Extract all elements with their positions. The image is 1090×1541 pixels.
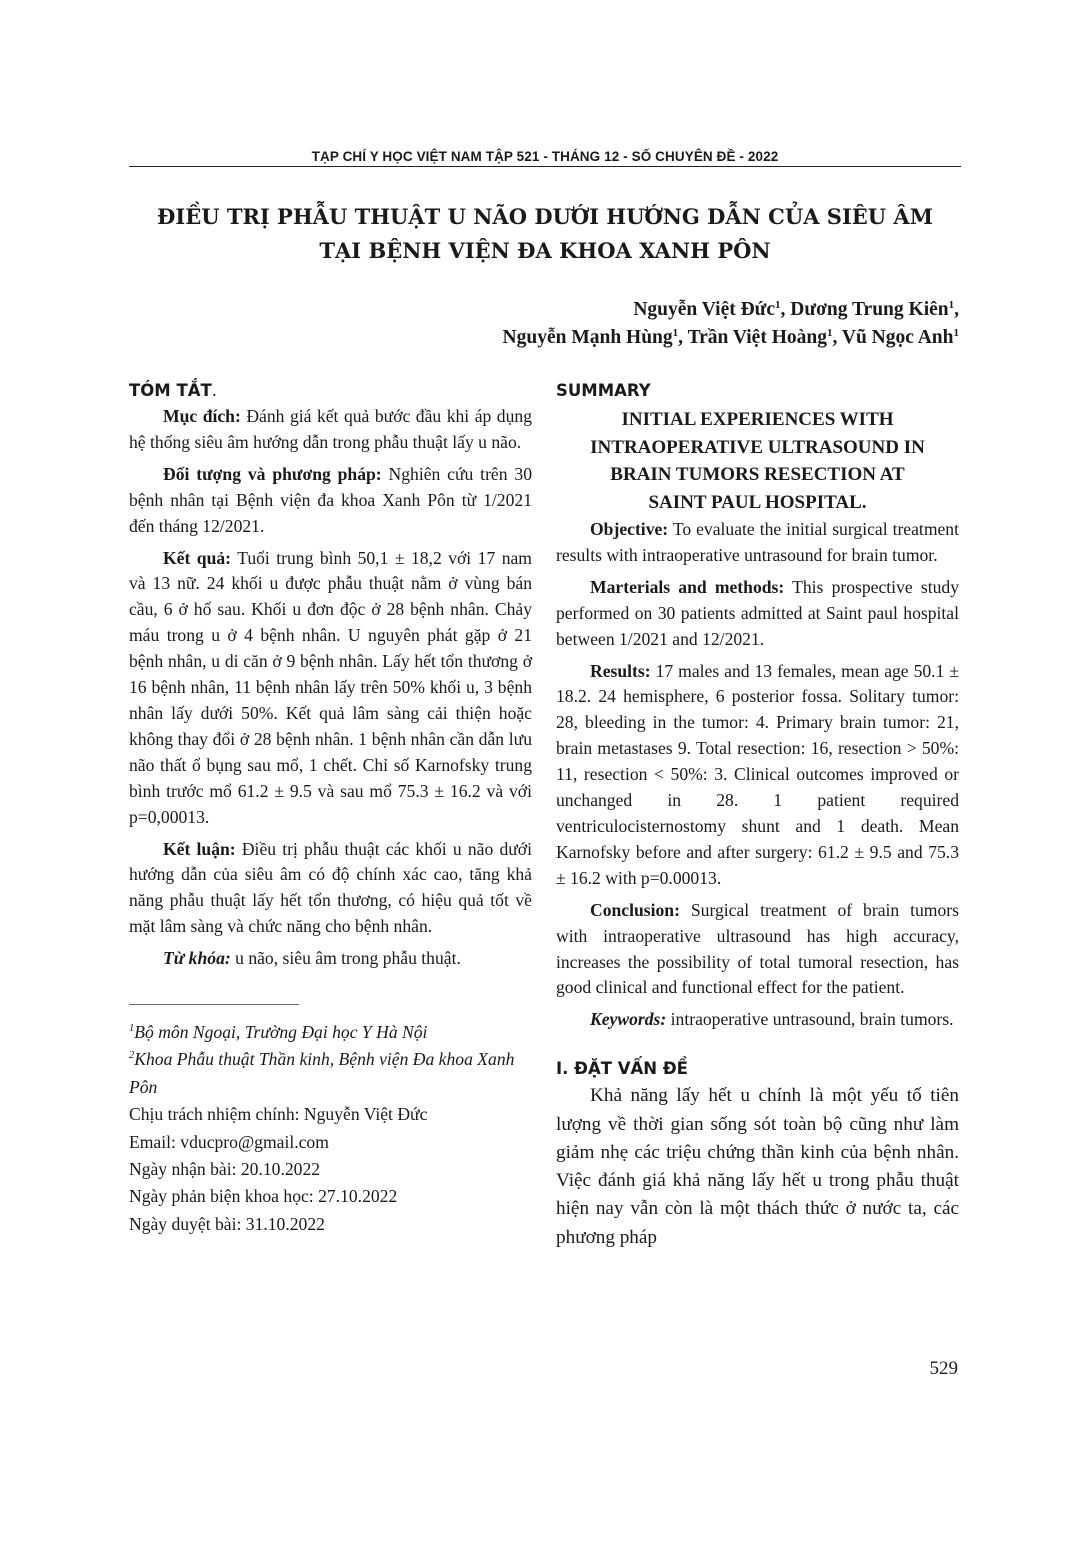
author-list	[503, 296, 959, 352]
author-name: Dương Trung Kiên	[790, 299, 949, 320]
english-title-line: INTRAOPERATIVE ULTRASOUND IN	[590, 436, 925, 458]
footnote-affiliation-1	[129, 1019, 532, 1046]
abstract-results	[129, 546, 532, 831]
abstract-objective	[129, 404, 532, 456]
english-title-line: INITIAL EXPERIENCES WITH	[621, 409, 894, 430]
footnote-text: Khoa Phẫu thuật Thần kinh, Bệnh viện Đa khoa Xanh Pôn	[129, 1049, 515, 1097]
abstract-heading-dot: .	[211, 381, 217, 400]
footnote-email: Email: vducpro@gmail.com	[129, 1131, 329, 1152]
summary-keywords	[556, 1007, 959, 1033]
paragraph-text: Điều trị phẫu thuật các khối u não dưới hướng dẫn của siêu âm có độ chính xác cao, tăng khả năng phẫu thuật lấy hết tổn thương, có hiệu quả tốt về mặt lâm sàng và chức năng cho bệnh nhân.	[129, 838, 532, 937]
author-separator: ,	[954, 299, 959, 320]
summary-conclusion	[556, 898, 959, 1002]
abstract-heading	[129, 378, 532, 404]
footnote-received-date: Ngày nhận bài: 20.10.2022	[129, 1159, 321, 1180]
author-separator: ,	[678, 327, 688, 348]
summary-objective	[556, 517, 959, 569]
author-separator: ,	[832, 327, 842, 348]
author-name: Nguyễn Việt Đức	[633, 299, 776, 320]
footnote-review-date: Ngày phản biện khoa học: 27.10.2022	[129, 1186, 398, 1207]
abstract-conclusion	[129, 837, 532, 941]
summary-methods	[556, 575, 959, 653]
paragraph-label: Conclusion:	[590, 899, 680, 920]
abstract-heading-text: TÓM TẮT	[129, 381, 212, 400]
summary-results	[556, 659, 959, 892]
english-title-line: BRAIN TUMORS RESECTION AT	[610, 464, 905, 485]
author-affiliation-mark: 1	[953, 327, 959, 339]
paragraph-label: Kết luận:	[163, 838, 236, 859]
page-number: 529	[929, 1358, 958, 1379]
paragraph-label: Results:	[590, 660, 651, 681]
introduction-heading: I. ĐẶT VẤN ĐỀ	[556, 1059, 688, 1079]
paragraph-label: Objective:	[590, 519, 669, 539]
paragraph-text: u não, siêu âm trong phẫu thuật.	[230, 948, 461, 969]
paragraph-text: Đánh giá kết quả bước đầu khi áp dụng hệ thống siêu âm hướng dẫn trong phẫu thuật lấy u não.	[129, 406, 532, 452]
summary-heading: SUMMARY	[556, 381, 651, 400]
author-affiliation-mark: 1	[826, 327, 833, 339]
paragraph-label: Đối tượng và phương pháp:	[163, 463, 382, 484]
author-line-2	[503, 324, 959, 352]
introduction-paragraph: Khả năng lấy hết u chính là một yếu tố tiên lượng về thời gian sống sót toàn bộ cũng như làm giảm nhẹ các triệu chứng thần kinh của bệnh nhân. Việc đánh giá khả năng lấy hết u trong phẫu thuật hiện nay vẫn còn là một thách thức ở nước ta, các phương pháp	[556, 1085, 959, 1248]
author-name: Trần Việt Hoàng	[687, 327, 827, 348]
title-line-2: TẠI BỆNH VIỆN ĐA KHOA XANH PÔN	[319, 238, 771, 263]
abstract-keywords	[129, 946, 532, 972]
paragraph-label: Keywords:	[590, 1009, 667, 1030]
author-affiliation-mark: 1	[948, 299, 955, 311]
article-title	[129, 200, 961, 268]
footnote-affiliation-2	[129, 1046, 532, 1101]
header-rule	[129, 166, 961, 167]
paragraph-text: 17 males and 13 females, mean age 50.1 ± 18.2. 24 hemisphere, 6 posterior fossa. Solitary tumor: 28, bleeding in the tumor: 4. Primary brain tumor: 21, brain metastases 9. Total resection: 16, resection > 50%: 11, resection < 50%: 3. Clinical outcomes improved or unchanged in 28. 1 patient required ventriculocisternostomy shunt and 1 death. Mean Karnofsky before and after surgery: 61.2 ± 9.5 and 75.3 ± 16.2 with p=0.00013.	[556, 660, 959, 888]
right-column	[556, 378, 959, 1252]
english-title-line: SAINT PAUL HOSPITAL.	[648, 491, 867, 513]
paragraph-text: Nghiên cứu trên 30 bệnh nhân tại Bệnh viện đa khoa Xanh Pôn từ 1/2021 đến tháng 12/2021.	[129, 463, 532, 536]
author-affiliation-mark: 1	[672, 327, 679, 339]
author-name: Vũ Ngọc Anh	[841, 327, 954, 348]
left-column	[129, 378, 532, 1238]
author-separator: ,	[780, 299, 791, 320]
footnote-divider	[129, 1004, 299, 1005]
author-affiliation-mark: 1	[775, 299, 781, 311]
english-title	[556, 406, 959, 516]
paragraph-label: Từ khóa:	[163, 948, 231, 969]
paragraph-label: Marterials and methods:	[590, 576, 785, 597]
abstract-methods	[129, 462, 532, 540]
paragraph-text: intraoperative untrasound, brain tumors.	[666, 1009, 954, 1030]
author-line-1	[503, 296, 959, 324]
paragraph-text: This prospective study performed on 30 patients admitted at Saint paul hospital between 1/2021 and 12/2021.	[556, 576, 959, 649]
paragraph-text: Tuổi trung bình 50,1 ± 18,2 với 17 nam và 13 nữ. 24 khối u được phẫu thuật nằm ở vùng bán cầu, 6 ở hố sau. Khối u đơn độc ở 28 bệnh nhân. Chảy máu trong u ở 4 bệnh nhân. U nguyên phát gặp ở 21 bệnh nhân, u di căn ở 9 bệnh nhân. Lấy hết tổn thương ở 16 bệnh nhân, 11 bệnh nhân lấy trên 50% khối u, 3 bệnh nhân lấy dưới 50%. Kết quả lâm sàng cải thiện hoặc không thay đổi ở 28 bệnh nhân. 1 bệnh nhân cần dẫn lưu não thất ổ bụng sau mổ, 1 chết. Chỉ số Karnofsky trung bình trước mổ 61.2 ± 9.5 và sau mổ 75.3 ± 16.2 và với p=0,00013.	[129, 547, 532, 827]
footnote-mark: 1	[129, 1023, 135, 1035]
paragraph-text: Surgical treatment of brain tumors with intraoperative ultrasound has high accuracy, increases the possibility of total tumoral resection, has good clinical and functional effect for the patient.	[556, 899, 959, 998]
footnote-mark: 2	[129, 1050, 135, 1062]
footnote-text: Bộ môn Ngoại, Trường Đại học Y Hà Nội	[134, 1022, 428, 1043]
running-head: TẠP CHÍ Y HỌC VIỆT NAM TẬP 521 - THÁNG 12 - SỐ CHUYÊN ĐỀ - 2022	[311, 149, 779, 164]
title-line-1: ĐIỀU TRỊ PHẪU THUẬT U NÃO DƯỚI HƯỚNG DẪN CỦA SIÊU ÂM	[157, 204, 933, 229]
footnote-accepted-date: Ngày duyệt bài: 31.10.2022	[129, 1213, 325, 1234]
paragraph-text: To evaluate the initial surgical treatment results with intraoperative untrasound for brain tumor.	[556, 519, 959, 565]
paragraph-label: Kết quả:	[163, 547, 232, 568]
paragraph-label: Mục đích:	[163, 406, 241, 426]
author-name: Nguyễn Mạnh Hùng	[502, 327, 673, 348]
footnote-corresponding-author: Chịu trách nhiệm chính: Nguyễn Việt Đức	[129, 1104, 428, 1125]
